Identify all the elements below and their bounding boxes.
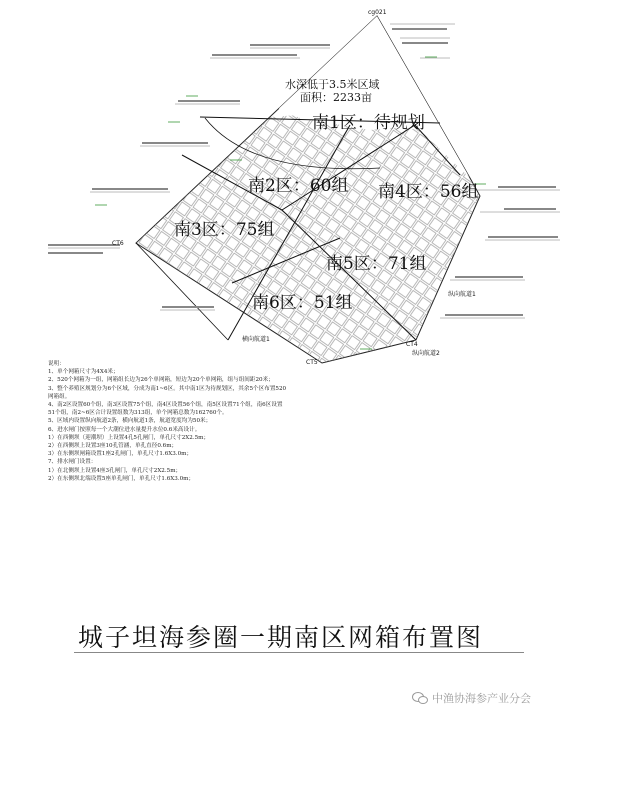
- note-line: 3、整个养殖区规划分为6个区域，分成为南1~6区。其中南1区为待规划区，其余5个区布置520网箱组。: [48, 385, 287, 400]
- note-line: 1）在北侧坝上设置4座3孔闸门，单孔尺寸2X2.5m；: [48, 467, 182, 474]
- note-line: 5、区域内设置纵向航道2条，横向航道1条，航道宽度均为50米；: [48, 418, 212, 425]
- control-point-left: CT6: [112, 240, 124, 247]
- note-line: 2、520个网箱为一组，网箱组长边为26个单网箱，短边为20个单网箱，组与组间距20米；: [48, 377, 274, 384]
- zone-s1-label: 南1区：待规划: [312, 113, 425, 133]
- control-point-bottom: CT5: [306, 359, 318, 366]
- note-line: 4、南2区设置60个组，南3区设置75个组，南4区设置56个组，南5区设置71个组，南6区设置51个组，南2~6区合计设置组数为313组，单个网箱总数为162760个。: [48, 402, 283, 417]
- note-line: 6、进水闸门按照每一个大潮位进水量提升水位0.6米高设计。: [48, 426, 201, 433]
- note-line: 1）在西侧坝（迎潮坝）上设置4孔5孔闸门，单孔尺寸2X2.5m；: [48, 434, 210, 441]
- channel-vertical-2: 纵向航道2: [412, 350, 440, 357]
- title-underline: [74, 652, 524, 653]
- note-line: 2）在西侧坝上设置3座10孔管涵，单孔直径0.6m；: [48, 443, 178, 450]
- note-line: 1、单个网箱尺寸为4X4米；: [48, 369, 119, 376]
- note-line: 2）在东侧坝北端设置5座单孔闸门，单孔尺寸1.6X3.0m；: [48, 475, 195, 482]
- wechat-icon: [412, 692, 428, 704]
- shallow-water-label: 水深低于3.5米区域: [285, 78, 380, 91]
- zone-s5-label: 南5区：71组: [326, 254, 427, 274]
- watermark: [412, 690, 531, 706]
- note-line: 说明：: [48, 361, 65, 367]
- zone-s6-label: 南6区：51组: [252, 293, 353, 313]
- channel-vertical-1: 纵向航道1: [448, 291, 476, 298]
- zone-s4-label: 南4区：56组: [378, 182, 479, 202]
- shallow-water-area: 面积：2233亩: [300, 91, 372, 104]
- zone-s2-label: 南2区：60组: [248, 176, 349, 196]
- channel-horizontal-1: 横向航道1: [242, 336, 270, 343]
- design-notes: [48, 360, 288, 483]
- note-line: 3）在东侧坝闸箱设置1座2孔闸门，单孔尺寸1.6X3.0m；: [48, 451, 193, 458]
- control-point-top: cg021: [368, 9, 387, 16]
- note-line: 7、排水闸门设置：: [48, 459, 97, 466]
- zone-s3-label: 南3区：75组: [174, 220, 275, 240]
- control-point-right: CT4: [406, 341, 418, 348]
- watermark-text: 中渔协海参产业分会: [432, 692, 531, 705]
- page-title: 城子坦海参圈一期南区网箱布置图: [78, 623, 484, 652]
